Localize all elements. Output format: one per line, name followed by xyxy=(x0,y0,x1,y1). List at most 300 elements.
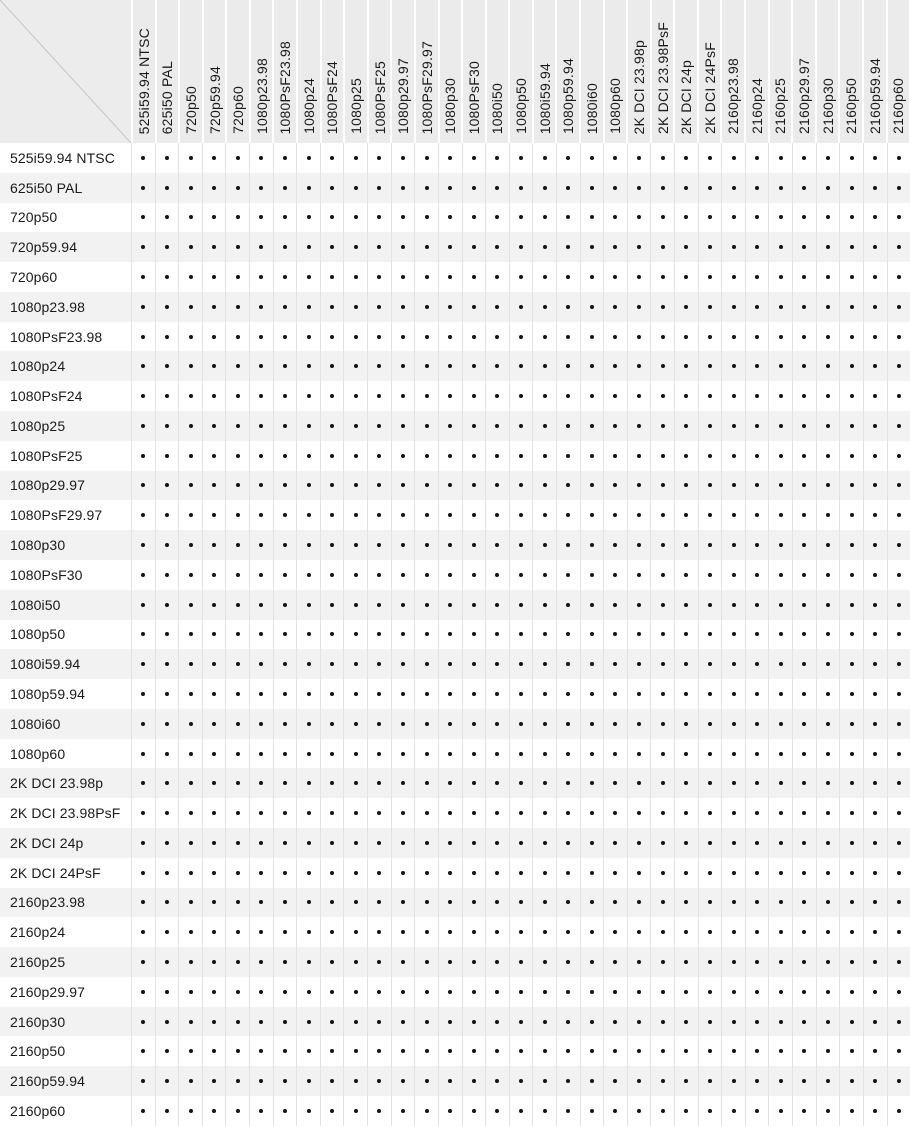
matrix-cell xyxy=(580,500,604,530)
matrix-cell xyxy=(202,143,226,173)
dot-marker xyxy=(236,394,240,398)
dot-marker xyxy=(826,573,830,577)
dot-marker xyxy=(826,692,830,696)
dot-marker xyxy=(826,1049,830,1053)
dot-marker xyxy=(590,186,594,190)
matrix-cell xyxy=(414,679,438,709)
dot-marker xyxy=(472,841,476,845)
matrix-cell xyxy=(580,739,604,769)
dot-marker xyxy=(189,871,193,875)
dot-marker xyxy=(684,245,688,249)
matrix-cell xyxy=(650,560,674,590)
dot-marker xyxy=(543,662,547,666)
dot-marker xyxy=(495,1020,499,1024)
dot-marker xyxy=(354,275,358,279)
dot-marker xyxy=(448,364,452,368)
matrix-cell xyxy=(816,560,840,590)
dot-marker xyxy=(377,483,381,487)
dot-marker xyxy=(283,692,287,696)
matrix-cell xyxy=(131,1007,155,1037)
matrix-cell xyxy=(863,858,887,888)
matrix-cell xyxy=(249,1036,273,1066)
dot-marker xyxy=(684,335,688,339)
dot-marker xyxy=(802,841,806,845)
dot-marker xyxy=(566,811,570,815)
matrix-cell xyxy=(462,292,486,322)
dot-marker xyxy=(425,364,429,368)
dot-marker xyxy=(259,1020,263,1024)
dot-marker xyxy=(519,871,523,875)
dot-marker xyxy=(141,603,145,607)
dot-marker xyxy=(519,305,523,309)
dot-marker xyxy=(425,752,429,756)
matrix-cell xyxy=(249,1066,273,1096)
dot-marker xyxy=(495,960,499,964)
column-header xyxy=(840,0,862,143)
dot-marker xyxy=(189,900,193,904)
matrix-cell xyxy=(485,1096,509,1126)
matrix-cell xyxy=(532,530,556,560)
matrix-cell xyxy=(627,500,651,530)
matrix-cell xyxy=(887,739,910,769)
dot-marker xyxy=(307,900,311,904)
dot-marker xyxy=(165,990,169,994)
matrix-cell xyxy=(745,143,769,173)
dot-marker xyxy=(897,186,901,190)
matrix-cell xyxy=(768,977,792,1007)
dot-marker xyxy=(897,1079,901,1083)
dot-marker xyxy=(495,722,499,726)
matrix-cell xyxy=(320,679,344,709)
dot-marker xyxy=(755,454,759,458)
matrix-cell xyxy=(792,858,816,888)
matrix-cell xyxy=(698,828,722,858)
dot-marker xyxy=(637,752,641,756)
matrix-cell xyxy=(603,798,627,828)
dot-marker xyxy=(613,513,617,517)
matrix-cell xyxy=(650,143,674,173)
dot-marker xyxy=(755,632,759,636)
dot-marker xyxy=(661,215,665,219)
matrix-cell xyxy=(343,649,367,679)
dot-marker xyxy=(448,900,452,904)
matrix-cell xyxy=(650,590,674,620)
matrix-cell xyxy=(532,768,556,798)
dot-marker xyxy=(307,483,311,487)
matrix-cell xyxy=(509,1007,533,1037)
dot-marker xyxy=(826,215,830,219)
dot-marker xyxy=(495,781,499,785)
column-header-label: 720p59.94 xyxy=(206,66,223,134)
matrix-cell xyxy=(438,1096,462,1126)
matrix-cell xyxy=(674,768,698,798)
matrix-cell xyxy=(887,441,910,471)
dot-marker xyxy=(472,215,476,219)
matrix-cell xyxy=(768,858,792,888)
dot-marker xyxy=(543,156,547,160)
dot-marker xyxy=(236,662,240,666)
dot-marker xyxy=(613,871,617,875)
dot-marker xyxy=(189,543,193,547)
matrix-cell xyxy=(532,351,556,381)
dot-marker xyxy=(566,692,570,696)
dot-marker xyxy=(425,930,429,934)
matrix-cell xyxy=(650,1096,674,1126)
matrix-cell xyxy=(485,471,509,501)
matrix-cell xyxy=(580,530,604,560)
matrix-cell xyxy=(816,590,840,620)
matrix-cell xyxy=(721,888,745,918)
column-header xyxy=(817,0,839,143)
matrix-cell xyxy=(131,351,155,381)
matrix-cell xyxy=(887,322,910,352)
dot-marker xyxy=(259,632,263,636)
matrix-cell xyxy=(485,977,509,1007)
matrix-cell xyxy=(580,620,604,650)
matrix-cell xyxy=(202,471,226,501)
matrix-cell xyxy=(674,1036,698,1066)
dot-marker xyxy=(519,692,523,696)
dot-marker xyxy=(141,424,145,428)
dot-marker xyxy=(684,454,688,458)
dot-marker xyxy=(566,722,570,726)
column-header xyxy=(534,0,556,143)
dot-marker xyxy=(307,215,311,219)
dot-marker xyxy=(354,960,358,964)
dot-marker xyxy=(472,722,476,726)
matrix-cell xyxy=(202,441,226,471)
dot-marker xyxy=(425,573,429,577)
matrix-cell xyxy=(674,292,698,322)
dot-marker xyxy=(637,603,641,607)
matrix-cell xyxy=(603,888,627,918)
matrix-cell xyxy=(745,203,769,233)
matrix-cell xyxy=(367,1096,391,1126)
matrix-cell xyxy=(509,262,533,292)
matrix-cell xyxy=(792,1007,816,1037)
column-header xyxy=(463,0,485,143)
matrix-cell xyxy=(792,411,816,441)
dot-marker xyxy=(377,871,381,875)
matrix-cell xyxy=(462,888,486,918)
matrix-cell xyxy=(343,917,367,947)
matrix-cell xyxy=(178,143,202,173)
dot-marker xyxy=(189,841,193,845)
dot-marker xyxy=(566,215,570,219)
dot-marker xyxy=(543,871,547,875)
dot-marker xyxy=(850,394,854,398)
dot-marker xyxy=(755,573,759,577)
matrix-cell xyxy=(131,620,155,650)
dot-marker xyxy=(189,930,193,934)
dot-marker xyxy=(590,841,594,845)
dot-marker xyxy=(236,960,240,964)
matrix-cell xyxy=(509,292,533,322)
matrix-cell xyxy=(343,977,367,1007)
matrix-cell xyxy=(792,322,816,352)
matrix-cell xyxy=(343,709,367,739)
matrix-cell xyxy=(320,590,344,620)
matrix-cell xyxy=(438,262,462,292)
dot-marker xyxy=(826,722,830,726)
dot-marker xyxy=(566,543,570,547)
matrix-cell xyxy=(887,530,910,560)
matrix-cell xyxy=(839,1036,863,1066)
matrix-cell xyxy=(343,679,367,709)
dot-marker xyxy=(684,752,688,756)
dot-marker xyxy=(189,990,193,994)
dot-marker xyxy=(732,424,736,428)
matrix-cell xyxy=(391,1007,415,1037)
dot-marker xyxy=(377,543,381,547)
dot-marker xyxy=(141,364,145,368)
dot-marker xyxy=(141,930,145,934)
dot-marker xyxy=(448,245,452,249)
matrix-cell xyxy=(603,620,627,650)
matrix-cell xyxy=(202,977,226,1007)
matrix-cell xyxy=(863,530,887,560)
dot-marker xyxy=(448,841,452,845)
dot-marker xyxy=(330,1020,334,1024)
dot-marker xyxy=(165,335,169,339)
dot-marker xyxy=(684,692,688,696)
matrix-cell xyxy=(792,471,816,501)
matrix-cell xyxy=(320,441,344,471)
dot-marker xyxy=(425,543,429,547)
dot-marker xyxy=(330,752,334,756)
dot-marker xyxy=(779,1049,783,1053)
matrix-cell xyxy=(225,709,249,739)
dot-marker xyxy=(779,811,783,815)
row-header: 1080p30 xyxy=(10,537,66,554)
dot-marker xyxy=(189,662,193,666)
dot-marker xyxy=(401,513,405,517)
dot-marker xyxy=(165,900,169,904)
matrix-cell xyxy=(391,768,415,798)
dot-marker xyxy=(708,335,712,339)
dot-marker xyxy=(613,394,617,398)
matrix-cell xyxy=(320,768,344,798)
matrix-cell xyxy=(745,351,769,381)
dot-marker xyxy=(259,573,263,577)
column-header xyxy=(180,0,202,143)
dot-marker xyxy=(850,781,854,785)
matrix-cell xyxy=(580,709,604,739)
matrix-cell xyxy=(225,590,249,620)
matrix-cell xyxy=(485,322,509,352)
matrix-cell xyxy=(202,322,226,352)
dot-marker xyxy=(307,543,311,547)
dot-marker xyxy=(637,930,641,934)
dot-marker xyxy=(519,722,523,726)
dot-marker xyxy=(519,543,523,547)
dot-marker xyxy=(212,722,216,726)
matrix-cell xyxy=(674,500,698,530)
matrix-cell xyxy=(887,292,910,322)
matrix-cell xyxy=(320,232,344,262)
matrix-cell xyxy=(462,143,486,173)
dot-marker xyxy=(661,632,665,636)
matrix-cell xyxy=(155,530,179,560)
table-row xyxy=(0,262,910,292)
dot-marker xyxy=(377,603,381,607)
dot-marker xyxy=(165,305,169,309)
matrix-cell xyxy=(887,381,910,411)
matrix-cell xyxy=(391,203,415,233)
matrix-cell xyxy=(225,679,249,709)
dot-marker xyxy=(401,662,405,666)
dot-marker xyxy=(259,900,263,904)
dot-marker xyxy=(141,1079,145,1083)
matrix-cell xyxy=(650,768,674,798)
dot-marker xyxy=(519,1079,523,1083)
dot-marker xyxy=(566,871,570,875)
dot-marker xyxy=(613,215,617,219)
matrix-cell xyxy=(792,590,816,620)
dot-marker xyxy=(613,752,617,756)
matrix-cell xyxy=(178,1096,202,1126)
matrix-cell xyxy=(155,620,179,650)
dot-marker xyxy=(283,245,287,249)
matrix-cell xyxy=(674,858,698,888)
dot-marker xyxy=(283,722,287,726)
dot-marker xyxy=(897,364,901,368)
matrix-cell xyxy=(509,709,533,739)
matrix-cell xyxy=(745,858,769,888)
matrix-cell xyxy=(273,381,297,411)
matrix-cell xyxy=(721,1096,745,1126)
dot-marker xyxy=(377,841,381,845)
matrix-cell xyxy=(155,322,179,352)
matrix-cell xyxy=(509,351,533,381)
dot-marker xyxy=(613,1020,617,1024)
dot-marker xyxy=(495,275,499,279)
column-header-label: 2160p29.97 xyxy=(795,58,812,134)
matrix-cell xyxy=(839,739,863,769)
dot-marker xyxy=(448,156,452,160)
dot-marker xyxy=(425,990,429,994)
column-header xyxy=(605,0,627,143)
matrix-cell xyxy=(273,471,297,501)
matrix-cell xyxy=(225,381,249,411)
matrix-cell xyxy=(131,560,155,590)
dot-marker xyxy=(590,156,594,160)
matrix-cell xyxy=(155,858,179,888)
matrix-cell xyxy=(650,232,674,262)
matrix-cell xyxy=(863,381,887,411)
dot-marker xyxy=(141,811,145,815)
matrix-cell xyxy=(839,1066,863,1096)
matrix-cell xyxy=(768,917,792,947)
matrix-cell xyxy=(603,709,627,739)
matrix-cell xyxy=(296,1007,320,1037)
dot-marker xyxy=(566,156,570,160)
matrix-cell xyxy=(768,798,792,828)
dot-marker xyxy=(259,305,263,309)
dot-marker xyxy=(212,483,216,487)
dot-marker xyxy=(708,424,712,428)
matrix-cell xyxy=(343,351,367,381)
matrix-cell xyxy=(391,441,415,471)
dot-marker xyxy=(472,573,476,577)
dot-marker xyxy=(826,394,830,398)
dot-marker xyxy=(377,722,381,726)
matrix-cell xyxy=(674,917,698,947)
dot-marker xyxy=(613,722,617,726)
matrix-cell xyxy=(721,1007,745,1037)
matrix-cell xyxy=(863,709,887,739)
dot-marker xyxy=(661,692,665,696)
column-header xyxy=(581,0,603,143)
matrix-cell xyxy=(249,620,273,650)
dot-marker xyxy=(354,841,358,845)
matrix-cell xyxy=(556,858,580,888)
dot-marker xyxy=(873,930,877,934)
dot-marker xyxy=(141,543,145,547)
matrix-cell xyxy=(556,709,580,739)
matrix-cell xyxy=(343,768,367,798)
matrix-cell xyxy=(698,322,722,352)
matrix-cell xyxy=(438,768,462,798)
matrix-cell xyxy=(698,1007,722,1037)
dot-marker xyxy=(519,960,523,964)
matrix-cell xyxy=(839,560,863,590)
dot-marker xyxy=(779,1109,783,1113)
dot-marker xyxy=(684,424,688,428)
dot-marker xyxy=(543,454,547,458)
matrix-cell xyxy=(462,620,486,650)
matrix-cell xyxy=(580,917,604,947)
matrix-cell xyxy=(532,143,556,173)
dot-marker xyxy=(661,483,665,487)
dot-marker xyxy=(189,722,193,726)
dot-marker xyxy=(141,454,145,458)
matrix-cell xyxy=(580,351,604,381)
dot-marker xyxy=(448,990,452,994)
matrix-cell xyxy=(721,441,745,471)
matrix-cell xyxy=(225,620,249,650)
matrix-cell xyxy=(391,1066,415,1096)
matrix-cell xyxy=(131,471,155,501)
matrix-cell xyxy=(721,203,745,233)
matrix-cell xyxy=(768,828,792,858)
dot-marker xyxy=(141,692,145,696)
matrix-cell xyxy=(485,1036,509,1066)
dot-marker xyxy=(732,1109,736,1113)
dot-marker xyxy=(802,752,806,756)
matrix-cell xyxy=(249,381,273,411)
matrix-cell xyxy=(249,351,273,381)
matrix-cell xyxy=(343,322,367,352)
dot-marker xyxy=(732,603,736,607)
matrix-cell xyxy=(556,262,580,292)
dot-marker xyxy=(779,841,783,845)
matrix-cell xyxy=(391,381,415,411)
matrix-cell xyxy=(343,620,367,650)
dot-marker xyxy=(189,781,193,785)
dot-marker xyxy=(543,573,547,577)
matrix-cell xyxy=(556,203,580,233)
row-header: 2160p29.97 xyxy=(10,983,85,1000)
matrix-cell xyxy=(698,411,722,441)
matrix-cell xyxy=(367,441,391,471)
dot-marker xyxy=(354,662,358,666)
matrix-cell xyxy=(485,411,509,441)
matrix-cell xyxy=(249,471,273,501)
matrix-cell xyxy=(485,828,509,858)
dot-marker xyxy=(566,781,570,785)
matrix-cell xyxy=(178,441,202,471)
